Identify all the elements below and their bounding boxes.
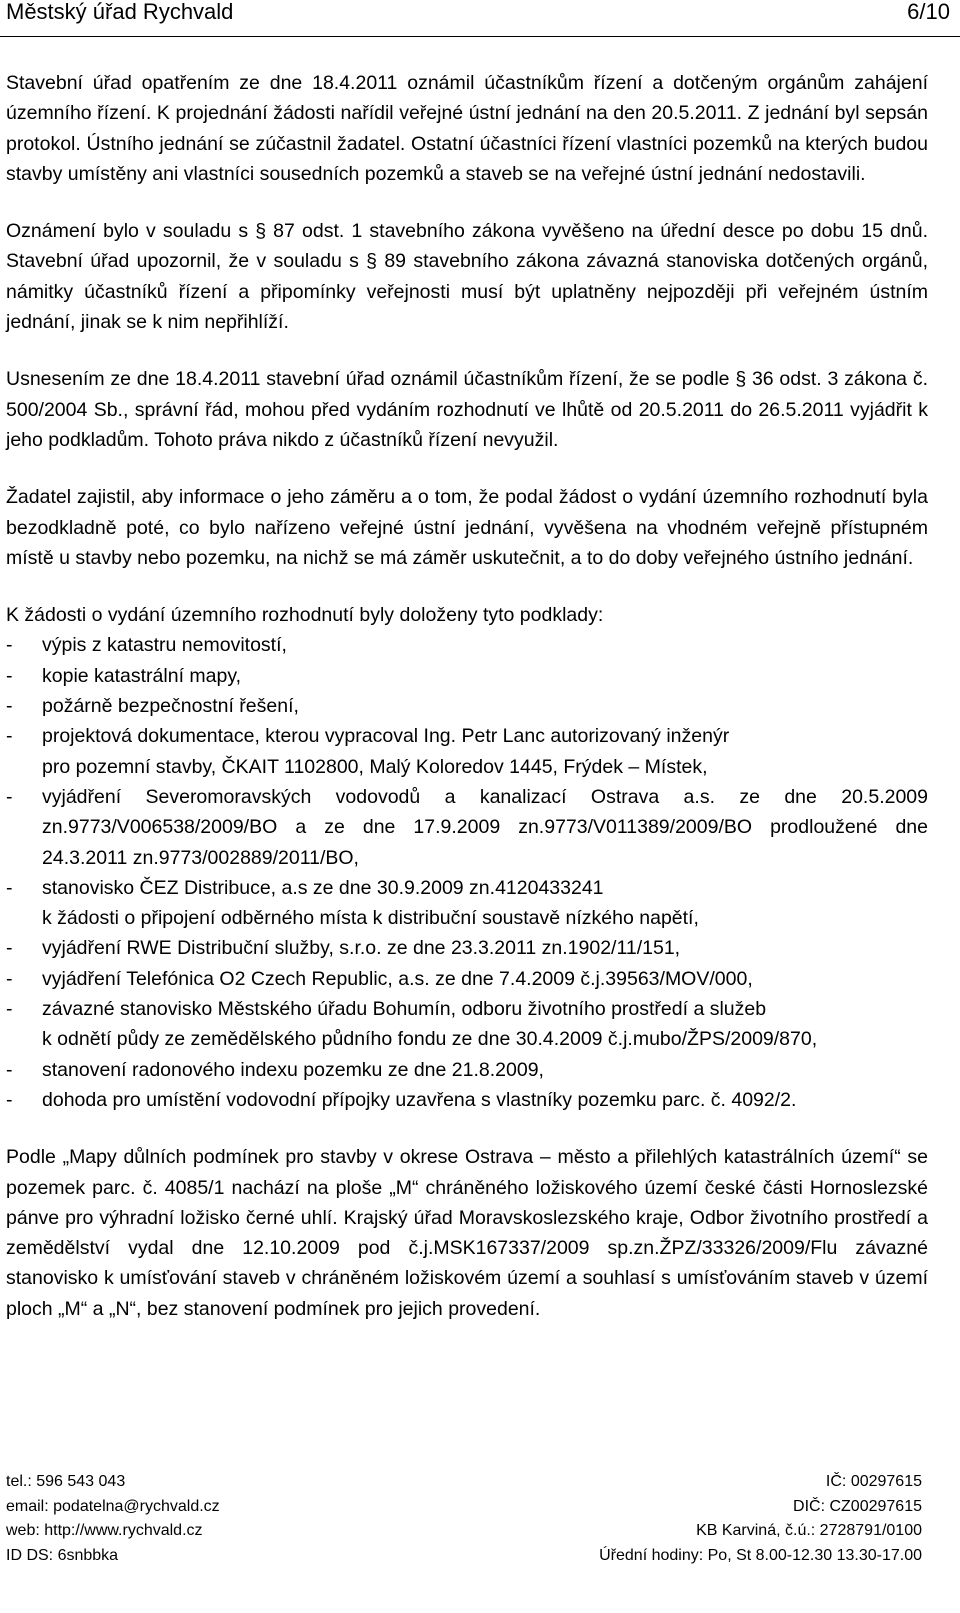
list-item [6, 691, 928, 721]
list-item-continuation: pro pozemní stavby, ČKAIT 1102800, Malý Koloredov 1445, Frýdek – Místek, [42, 755, 708, 778]
list-dash: - [6, 664, 13, 687]
list-item-text: vyjádření RWE Distribuční služby, s.r.o. ze dne 23.3.2011 zn.1902/11/151, [42, 937, 681, 960]
list-item [6, 1055, 928, 1085]
footer-phone: tel.: 596 543 043 [6, 1473, 126, 1490]
list-item-text: stanovisko ČEZ Distribuce, a.s ze dne 30.9.2009 zn.4120433241 [42, 876, 604, 899]
list-item [6, 630, 928, 660]
footer-data-box-id: ID DS: 6snbbka [6, 1546, 119, 1564]
paragraph-public-notice: Oznámení bylo v souladu s § 87 odst. 1 stavebního zákona vyvěšeno na úřední desce po dobu 15 dnů. Stavební úřad upozornil, že v souladu s § 89 stavebního zákona závazná stanoviska dotčených orgánů, námitky účastníků řízení a připomínky veřejnosti musí být uplatněny nejpozději při veřejném ústním jednání, jinak se k nim nepřihlíží. [6, 220, 928, 334]
list-item [6, 873, 928, 934]
list-dash: - [6, 695, 13, 718]
list-item [6, 661, 928, 691]
list-dash: - [6, 998, 13, 1021]
footer-row [6, 1495, 922, 1520]
footer-row [6, 1544, 922, 1569]
document-body [6, 68, 928, 1351]
footer-ico: IČ: 00297615 [825, 1473, 922, 1490]
page-header [6, 0, 950, 26]
list-item [6, 782, 928, 873]
list-item-text: projektová dokumentace, kterou vypracoval Ing. Petr Lanc autorizovaný inženýr [42, 725, 730, 748]
office-name: Městský úřad Rychvald [6, 0, 234, 24]
list-item-continuation: k žádosti o připojení odběrného místa k distribuční soustavě nízkého napětí, [42, 907, 699, 930]
list-item [6, 933, 928, 963]
list-item [6, 1085, 928, 1115]
list-dash: - [6, 1058, 13, 1081]
list-dash: - [6, 634, 13, 657]
list-dash: - [6, 967, 13, 990]
footer-row [6, 1470, 922, 1495]
list-item-text: výpis z katastru nemovitostí, [42, 634, 287, 657]
list-item-text: vyjádření Severomoravských vodovodů a kanalizací Ostrava a.s. ze dne 20.5.2009 zn.9773/V006538/2009/BO a ze dne 17.9.2009 zn.9773/V011389/2009/BO prodloužené dne 24.3.2011 zn.9773/002889/2011/BO, [42, 785, 928, 869]
paragraph-documents-intro: K žádosti o vydání územního rozhodnutí byly doloženy tyto podklady: [6, 604, 604, 627]
page-number: 6/10 [907, 0, 950, 24]
paragraph-notice-of-proceedings: Stavební úřad opatřením ze dne 18.4.2011 oznámil účastníkům řízení a dotčeným orgánům zahájení územního řízení. K projednání žádosti nařídil veřejné ústní jednání na den 20.5.2011. Z jednání byl sepsán protokol. Ústního jednání se zúčastnil žadatel. Ostatní účastníci řízení vlastníci pozemků na kterých budou stavby umístěny ani vlastníci sousedních pozemků a staveb se na veřejné ústní jednání nedostavili. [6, 72, 928, 185]
footer-web: web: http://www.rychvald.cz [6, 1522, 203, 1539]
list-item [6, 964, 928, 994]
list-item-text: požárně bezpečnostní řešení, [42, 695, 299, 718]
list-item-text: stanovení radonového indexu pozemku ze dne 21.8.2009, [42, 1058, 544, 1081]
list-dash: - [6, 1088, 13, 1111]
footer-row [6, 1519, 922, 1544]
list-item [6, 721, 928, 782]
header-divider [0, 36, 960, 37]
list-dash: - [6, 937, 13, 960]
list-dash: - [6, 785, 13, 808]
footer-email: email: podatelna@rychvald.cz [6, 1497, 220, 1515]
list-item-text: dohoda pro umístění vodovodní přípojky uzavřena s vlastníky pozemku parc. č. 4092/2. [42, 1088, 797, 1111]
paragraph-resolution: Usnesením ze dne 18.4.2011 stavební úřad oznámil účastníkům řízení, že se podle § 36 odst. 3 zákona č. 500/2004 Sb., správní řád, mohou před vydáním rozhodnutí ve lhůtě od 20.5.2011 do 26.5.2011 vyjádřit k jeho podkladům. Tohoto práva nikdo z účastníků řízení nevyužil. [6, 368, 928, 451]
list-dash: - [6, 725, 13, 748]
documents-list [6, 630, 928, 1115]
footer-office-hours: Úřední hodiny: Po, St 8.00-12.30 13.30-17.00 [599, 1546, 922, 1564]
list-dash: - [6, 876, 13, 899]
list-item-text: vyjádření Telefónica O2 Czech Republic, a.s. ze dne 7.4.2009 č.j.39563/MOV/000, [42, 967, 753, 990]
list-item-text: závazné stanovisko Městského úřadu Bohumín, odboru životního prostředí a služeb [42, 998, 767, 1021]
list-item [6, 994, 928, 1055]
footer-bank-account: KB Karviná, č.ú.: 2728791/0100 [696, 1522, 922, 1539]
paragraph-mining-conditions: Podle „Mapy důlních podmínek pro stavby v okrese Ostrava – město a přilehlých katastrálních území“ se pozemek parc. č. 4085/1 nachází na ploše „M“ chráněného ložiskového území české části Hornoslezské pánve pro výhradní ložisko černé uhlí. Krajský úřad Moravskoslezského kraje, Odbor životního prostředí a zemědělství vydal dne 12.10.2009 pod č.j.MSK167337/2009 sp.zn.ŽPZ/33326/2009/Flu závazné stanovisko k umísťování staveb v chráněném ložiskovém území a souhlasí s umísťováním staveb v území ploch „M“ a „N“, bez stanovení podmínek pro jejich provedení. [6, 1146, 928, 1320]
page-footer [6, 1470, 922, 1568]
paragraph-applicant-information: Žadatel zajistil, aby informace o jeho záměru a o tom, že podal žádost o vydání územního rozhodnutí byla bezodkladně poté, co bylo nařízeno veřejné ústní jednání, vyvěšena na vhodném veřejně přístupném místě u stavby nebo pozemku, na nichž se má záměr uskutečnit, a to do doby veřejného ústního jednání. [6, 486, 928, 569]
list-item-text: kopie katastrální mapy, [42, 664, 242, 687]
footer-dic: DIČ: CZ00297615 [793, 1497, 922, 1515]
list-item-continuation: k odnětí půdy ze zemědělského půdního fondu ze dne 30.4.2009 č.j.mubo/ŽPS/2009/870, [42, 1028, 818, 1051]
